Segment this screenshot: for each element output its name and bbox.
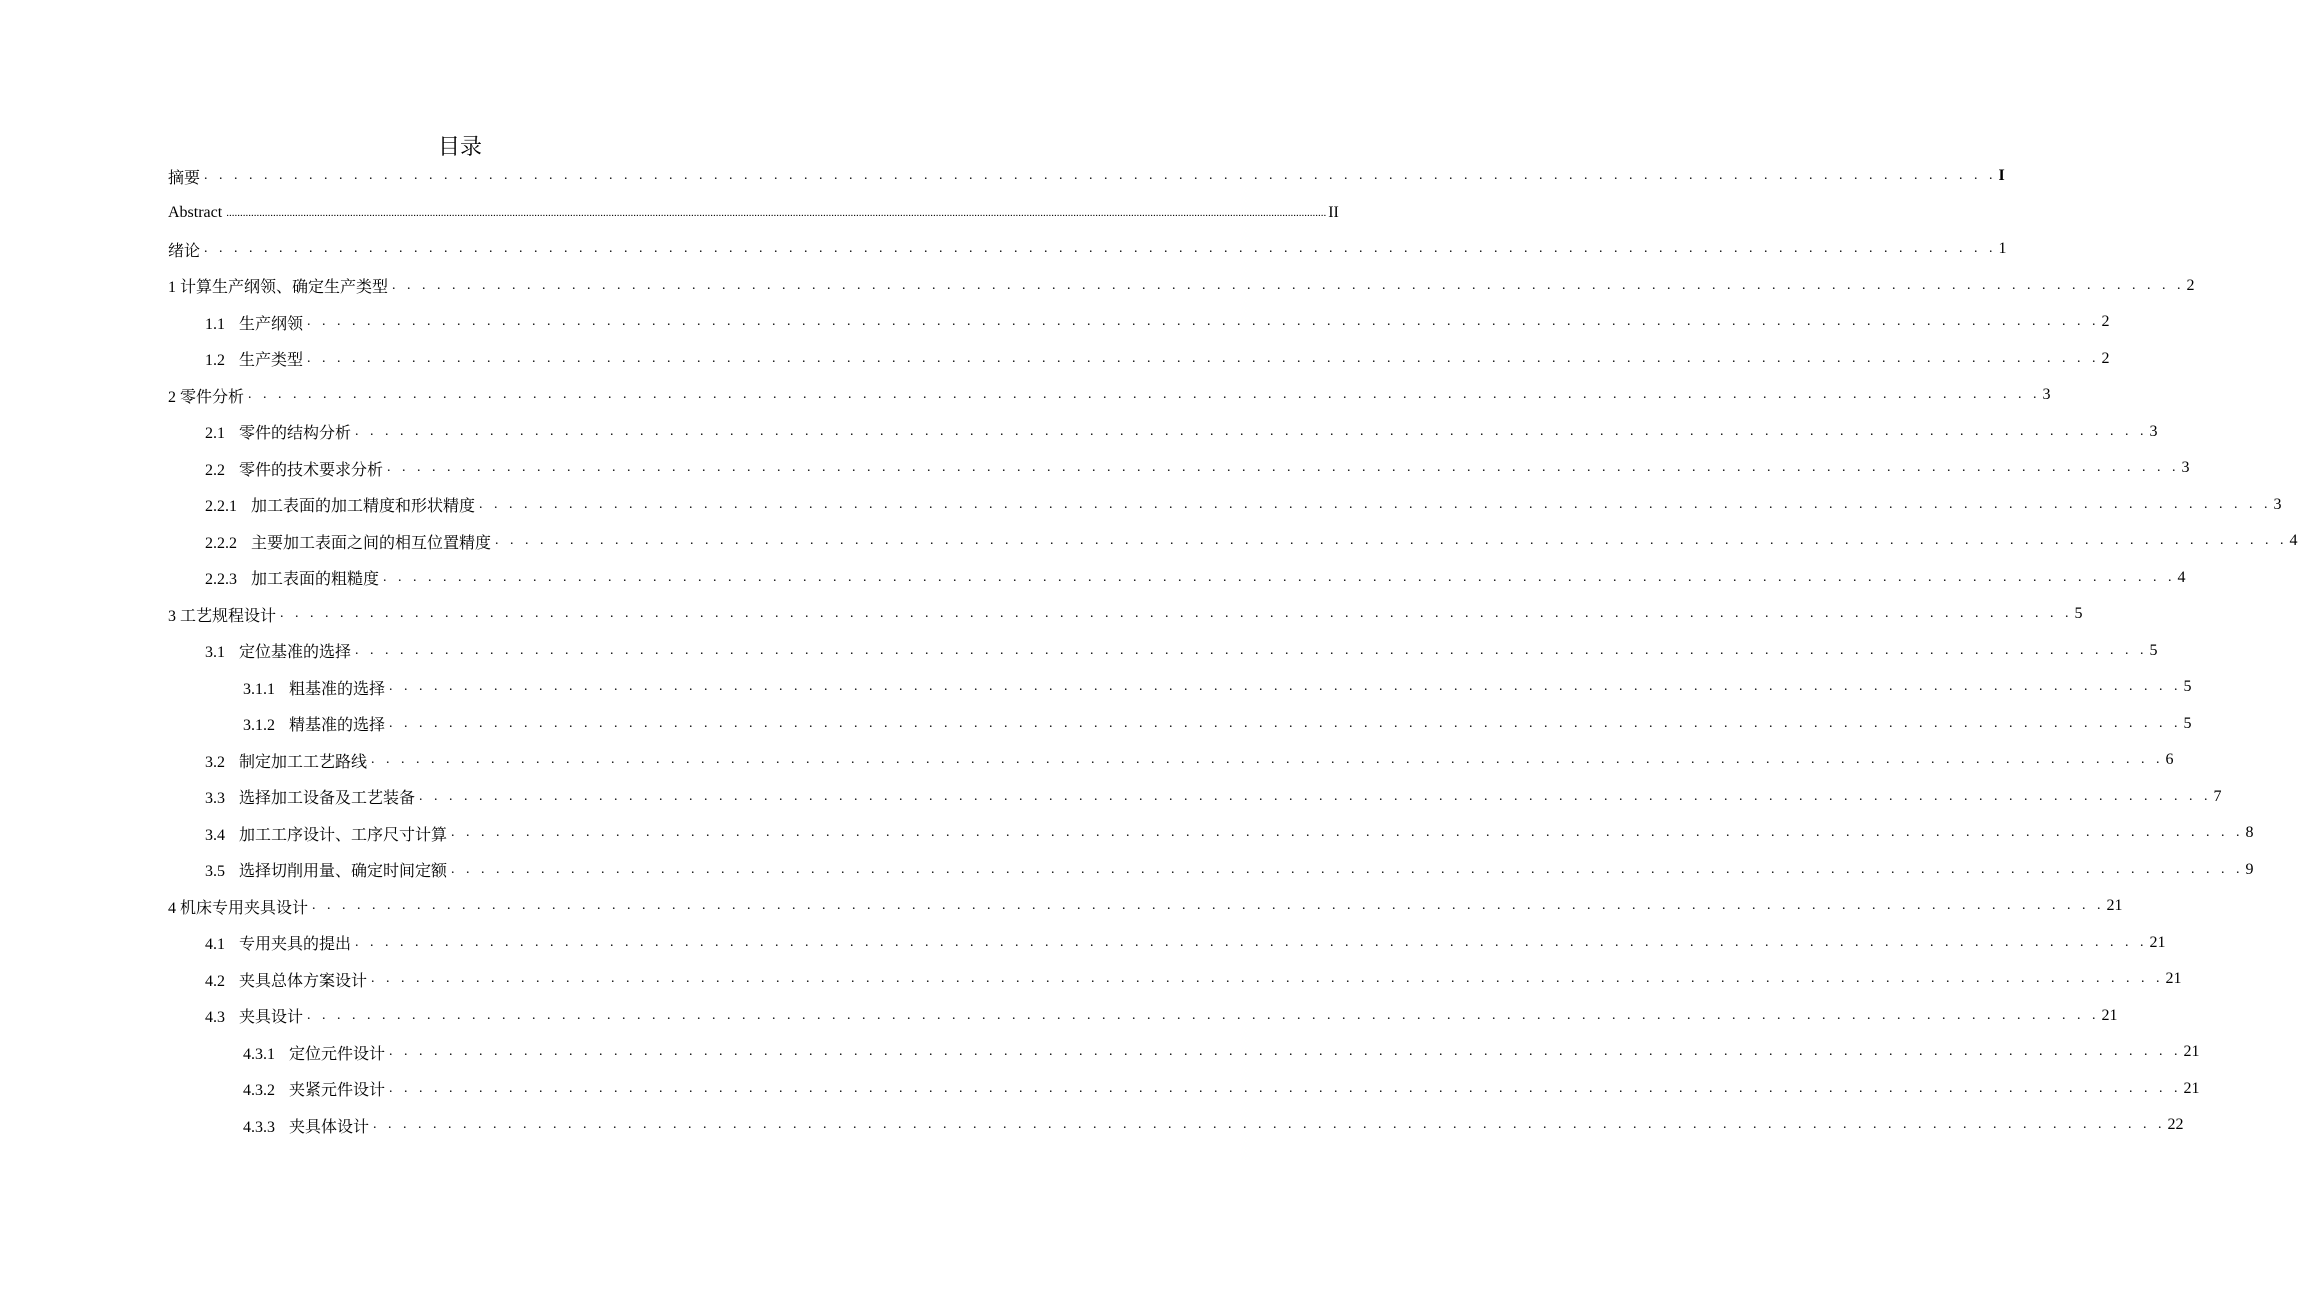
toc-entry-text: 机床专用夹具设计 — [180, 899, 309, 917]
toc-entry-text: 零件的技术要求分析 — [239, 461, 384, 479]
toc-entry-label — [205, 530, 491, 553]
toc-entry-text: 加工表面的粗糙度 — [251, 571, 380, 588]
toc-dot-leader: . . . . . . . . . . . . . . . . . . . . . . . . . . . . . . . . . . . . . . . . . . . . . . . . . . . . . . . . . . . . . . . . . . . . . . . . . . . . . . . . . . . . . . . . . . . . . . . . . . . . . . . . . . . . . . . . . . . . . . . . — [389, 1080, 2182, 1096]
toc-entry-text: 零件的结构分析 — [239, 425, 352, 442]
toc-entry-text: 夹具体设计 — [289, 1118, 370, 1136]
toc-entry-page: 5 — [2149, 641, 2158, 659]
toc-entry-text: Abstract — [168, 203, 223, 221]
toc-entry-label — [168, 384, 244, 407]
toc-entry-page: II — [1328, 203, 1339, 221]
toc-entry-label — [205, 858, 447, 881]
toc-entry-number: 3.3 — [205, 790, 225, 807]
toc-entry[interactable] — [168, 596, 2083, 632]
toc-entry-number: 2.2.2 — [205, 534, 237, 552]
toc-entry-label — [205, 639, 351, 662]
toc-entry[interactable] — [205, 341, 2110, 377]
toc-dot-leader: . . . . . . . . . . . . . . . . . . . . . . . . . . . . . . . . . . . . . . . . . . . . . . . . . . . . . . . . . . . . . . . . . . . . . . . . . . . . . . . . . . . . . . . . . . . . . . . . . . . . . . . . . . . . . . . . . . . . . . . . — [204, 241, 1997, 256]
toc-entry[interactable] — [205, 852, 2254, 888]
toc-entry-page: 2 — [2186, 276, 2195, 294]
toc-entry[interactable] — [243, 669, 2192, 705]
toc-entry-label — [205, 785, 415, 808]
toc-entry-text: 夹具设计 — [239, 1009, 304, 1026]
toc-dot-leader: . . . . . . . . . . . . . . . . . . . . . . . . . . . . . . . . . . . . . . . . . . . . . . . . . . . . . . . . . . . . . . . . . . . . . . . . . . . . . . . . . . . . . . . . . . . . . . . . . . . . . . . . . . . . . . . . . . . . . . . . — [479, 496, 2272, 512]
toc-entry-number: 3.1.1 — [243, 680, 275, 698]
toc-entry-text: 零件分析 — [180, 388, 245, 406]
toc-entry[interactable] — [168, 195, 1339, 231]
toc-entry[interactable] — [168, 268, 2195, 304]
toc-entry[interactable] — [243, 706, 2192, 742]
toc-dot-leader: . . . . . . . . . . . . . . . . . . . . . . . . . . . . . . . . . . . . . . . . . . . . . . . . . . . . . . . . . . . . . . . . . . . . . . . . . . . . . . . . . . . . . . . . . . . . . . . . . . . . . . . . . . . . . . . . . . . . . . . . — [371, 752, 2164, 767]
toc-entry-text: 生产类型 — [239, 352, 304, 369]
toc-entry[interactable] — [205, 487, 2282, 523]
toc-entry[interactable] — [205, 560, 2186, 596]
toc-entry-label — [205, 1004, 303, 1027]
toc-entry-number: 1 — [168, 279, 176, 296]
toc-dot-leader: . . . . . . . . . . . . . . . . . . . . . . . . . . . . . . . . . . . . . . . . . . . . . . . . . . . . . . . . . . . . . . . . . . . . . . . . . . . . . . . . . . . . . . . . . . . . . . . . . . . . . . . . . . . . . . . . . . . . . . . . — [307, 314, 2100, 329]
toc-entry-label — [168, 238, 200, 261]
toc-entry[interactable] — [205, 414, 2158, 450]
toc-entry-text: 计算生产纲领、确定生产类型 — [180, 279, 389, 296]
toc-entry-number: 2.2 — [205, 461, 225, 479]
toc-entry-text: 加工表面的加工精度和形状精度 — [251, 498, 476, 515]
toc-dot-leader: . . . . . . . . . . . . . . . . . . . . . . . . . . . . . . . . . . . . . . . . . . . . . . . . . . . . . . . . . . . . . . . . . . . . . . . . . . . . . . . . . . . . . . . . . . . . . . . . . . . . . . . . . . . . . . . . . . . . . . . . — [355, 934, 2148, 950]
toc-dot-leader: . . . . . . . . . . . . . . . . . . . . . . . . . . . . . . . . . . . . . . . . . . . . . . . . . . . . . . . . . . . . . . . . . . . . . . . . . . . . . . . . . . . . . . . . . . . . . . . . . . . . . . . . . . . . . . . . . . . . . . . . — [355, 423, 2148, 439]
toc-entry-label — [205, 347, 303, 370]
toc-entry-text: 选择切削用量、确定时间定额 — [239, 863, 448, 880]
toc-entry-text: 定位元件设计 — [289, 1045, 386, 1063]
toc-entry-page: 8 — [2245, 824, 2254, 841]
toc-entry-page: 3 — [2181, 459, 2190, 476]
toc-entry-label — [205, 931, 351, 954]
toc-entry-number: 3 — [168, 607, 176, 625]
toc-entry-text: 制定加工工艺路线 — [239, 753, 368, 771]
toc-dot-leader: . . . . . . . . . . . . . . . . . . . . . . . . . . . . . . . . . . . . . . . . . . . . . . . . . . . . . . . . . . . . . . . . . . . . . . . . . . . . . . . . . . . . . . . . . . . . . . . . . . . . . . . . . . . . . . . . . . . . . . . . — [419, 788, 2212, 804]
toc-entry[interactable] — [168, 888, 2123, 924]
toc-entry-text: 夹紧元件设计 — [289, 1082, 386, 1099]
toc-dot-leader: . . . . . . . . . . . . . . . . . . . . . . . . . . . . . . . . . . . . . . . . . . . . . . . . . . . . . . . . . . . . . . . . . . . . . . . . . . . . . . . . . . . . . . . . . . . . . . . . . . . . . . . . . . . . . . . . . . . . . . . . — [451, 825, 2244, 840]
toc-entry-page: 21 — [2149, 933, 2166, 951]
toc-entry-number: 2.2.1 — [205, 498, 237, 515]
toc-entry[interactable] — [205, 523, 2298, 559]
toc-entry-label — [205, 420, 351, 443]
toc-entry-number: 4.3.2 — [243, 1082, 275, 1099]
toc-entry-label — [168, 895, 308, 918]
toc-entry-page: 21 — [2183, 1079, 2200, 1097]
toc-entry-page: 6 — [2165, 751, 2174, 768]
toc-entry-number: 4.1 — [205, 936, 225, 953]
toc-entry-page: 21 — [2183, 1043, 2200, 1060]
toc-entry[interactable] — [205, 779, 2222, 815]
toc-dot-leader: . . . . . . . . . . . . . . . . . . . . . . . . . . . . . . . . . . . . . . . . . . . . . . . . . . . . . . . . . . . . . . . . . . . . . . . . . . . . . . . . . . . . . . . . . . . . . . . . . . . . . . . . . . . . . . . . . . . . . . . . — [280, 606, 2073, 621]
toc-entry-number: 4.2 — [205, 972, 225, 990]
toc-dot-leader: . . . . . . . . . . . . . . . . . . . . . . . . . . . . . . . . . . . . . . . . . . . . . . . . . . . . . . . . . . . . . . . . . . . . . . . . . . . . . . . . . . . . . . . . . . . . . . . . . . . . . . . . . . . . . . . . . . . . . . . . — [387, 460, 2180, 475]
toc-dot-leader: ................................................................................................................................................................................................................................................................................................................................................................................................................ — [226, 206, 1327, 219]
toc-entry-label — [205, 749, 367, 772]
toc-entry-label — [205, 311, 303, 334]
toc-entry[interactable] — [168, 231, 2007, 267]
toc-entry[interactable] — [205, 742, 2174, 778]
toc-entry-label — [205, 822, 447, 845]
toc-entry-number: 4.3.1 — [243, 1045, 275, 1063]
toc-entry-number: 3.5 — [205, 863, 225, 880]
toc-entry-text: 绪论 — [168, 242, 201, 260]
toc-entry[interactable] — [205, 633, 2158, 669]
toc-entry-text: 精基准的选择 — [289, 717, 386, 734]
toc-entry-label — [168, 274, 388, 297]
toc-entry-label — [205, 566, 379, 589]
toc-entry[interactable] — [243, 1107, 2184, 1143]
toc-entry-text: 摘要 — [168, 169, 201, 187]
toc-entry-text: 夹具总体方案设计 — [239, 972, 368, 990]
toc-entry-page: 4 — [2289, 532, 2298, 549]
toc-entry[interactable] — [205, 925, 2166, 961]
toc-entry-label — [205, 968, 367, 991]
toc-dot-leader: . . . . . . . . . . . . . . . . . . . . . . . . . . . . . . . . . . . . . . . . . . . . . . . . . . . . . . . . . . . . . . . . . . . . . . . . . . . . . . . . . . . . . . . . . . . . . . . . . . . . . . . . . . . . . . . . . . . . . . . . — [312, 898, 2105, 913]
toc-entry-number: 4.3 — [205, 1009, 225, 1026]
toc-entry-page: 2 — [2101, 349, 2110, 367]
toc-entry-text: 粗基准的选择 — [289, 680, 386, 698]
toc-entry[interactable] — [205, 998, 2118, 1034]
toc-entry-number: 2.2.3 — [205, 571, 237, 588]
toc-entry-page: 21 — [2106, 897, 2123, 914]
toc-dot-leader: . . . . . . . . . . . . . . . . . . . . . . . . . . . . . . . . . . . . . . . . . . . . . . . . . . . . . . . . . . . . . . . . . . . . . . . . . . . . . . . . . . . . . . . . . . . . . . . . . . . . . . . . . . . . . . . . . . . . . . . . — [248, 387, 2041, 402]
toc-entry[interactable] — [243, 1071, 2200, 1107]
toc-entry-text: 生产纲领 — [239, 315, 304, 333]
toc-entry-page: 5 — [2183, 714, 2192, 732]
toc-dot-leader: . . . . . . . . . . . . . . . . . . . . . . . . . . . . . . . . . . . . . . . . . . . . . . . . . . . . . . . . . . . . . . . . . . . . . . . . . . . . . . . . . . . . . . . . . . . . . . . . . . . . . . . . . . . . . . . . . . . . . . . . — [451, 861, 2244, 877]
toc-entry[interactable] — [243, 1034, 2200, 1070]
toc-dot-leader: . . . . . . . . . . . . . . . . . . . . . . . . . . . . . . . . . . . . . . . . . . . . . . . . . . . . . . . . . . . . . . . . . . . . . . . . . . . . . . . . . . . . . . . . . . . . . . . . . . . . . . . . . . . . . . . . . . . . . . . . — [392, 277, 2185, 293]
toc-dot-leader: . . . . . . . . . . . . . . . . . . . . . . . . . . . . . . . . . . . . . . . . . . . . . . . . . . . . . . . . . . . . . . . . . . . . . . . . . . . . . . . . . . . . . . . . . . . . . . . . . . . . . . . . . . . . . . . . . . . . . . . . — [355, 642, 2148, 658]
toc-dot-leader: . . . . . . . . . . . . . . . . . . . . . . . . . . . . . . . . . . . . . . . . . . . . . . . . . . . . . . . . . . . . . . . . . . . . . . . . . . . . . . . . . . . . . . . . . . . . . . . . . . . . . . . . . . . . . . . . . . . . . . . . — [389, 715, 2182, 731]
toc-entry-label — [205, 493, 475, 516]
toc-entry-page: 3 — [2149, 422, 2158, 440]
toc-entry-page: 5 — [2074, 605, 2083, 622]
toc-entry-page: 3 — [2042, 386, 2051, 403]
toc-entry-page: 2 — [2101, 313, 2110, 330]
toc-entry-number: 1.2 — [205, 352, 225, 369]
toc-entry-number: 4 — [168, 899, 176, 917]
toc-entry-page: 4 — [2177, 568, 2186, 586]
toc-entry-text: 定位基准的选择 — [239, 644, 352, 661]
toc-entry-number: 3.2 — [205, 753, 225, 771]
toc-entry-label — [243, 1077, 385, 1100]
toc-entry-text: 工艺规程设计 — [180, 607, 277, 625]
toc-entry[interactable] — [205, 815, 2254, 851]
toc-dot-leader: . . . . . . . . . . . . . . . . . . . . . . . . . . . . . . . . . . . . . . . . . . . . . . . . . . . . . . . . . . . . . . . . . . . . . . . . . . . . . . . . . . . . . . . . . . . . . . . . . . . . . . . . . . . . . . . . . . . . . . . . — [389, 1044, 2182, 1059]
toc-dot-leader: . . . . . . . . . . . . . . . . . . . . . . . . . . . . . . . . . . . . . . . . . . . . . . . . . . . . . . . . . . . . . . . . . . . . . . . . . . . . . . . . . . . . . . . . . . . . . . . . . . . . . . . . . . . . . . . . . . . . . . . . — [389, 679, 2182, 694]
toc-entry-page: 3 — [2273, 495, 2282, 513]
toc-entry-label — [243, 1114, 369, 1137]
toc-entry-number: 4.3.3 — [243, 1118, 275, 1136]
toc-entry-page: 7 — [2213, 787, 2222, 805]
toc-entry-text: 选择加工设备及工艺装备 — [239, 790, 416, 807]
toc-dot-leader: . . . . . . . . . . . . . . . . . . . . . . . . . . . . . . . . . . . . . . . . . . . . . . . . . . . . . . . . . . . . . . . . . . . . . . . . . . . . . . . . . . . . . . . . . . . . . . . . . . . . . . . . . . . . . . . . . . . . . . . . — [373, 1117, 2166, 1132]
toc-entry-page: 1 — [1998, 240, 2007, 257]
toc-dot-leader: . . . . . . . . . . . . . . . . . . . . . . . . . . . . . . . . . . . . . . . . . . . . . . . . . . . . . . . . . . . . . . . . . . . . . . . . . . . . . . . . . . . . . . . . . . . . . . . . . . . . . . . . . . . . . . . . . . . . . . . . — [307, 350, 2100, 366]
toc-entry-label — [243, 676, 385, 699]
toc-entry-label — [205, 457, 383, 480]
toc-entry-label — [168, 603, 276, 626]
toc-title: 目录 — [437, 134, 482, 159]
toc-entry-page: 22 — [2167, 1116, 2184, 1133]
toc-entry-page: 21 — [2165, 970, 2182, 987]
toc-entry-page: 21 — [2101, 1006, 2118, 1024]
toc-entry[interactable] — [205, 450, 2190, 486]
toc-entry[interactable] — [168, 158, 2005, 194]
toc-entry-text: 加工工序设计、工序尺寸计算 — [239, 826, 448, 844]
toc-dot-leader: . . . . . . . . . . . . . . . . . . . . . . . . . . . . . . . . . . . . . . . . . . . . . . . . . . . . . . . . . . . . . . . . . . . . . . . . . . . . . . . . . . . . . . . . . . . . . . . . . . . . . . . . . . . . . . . . . . . . . . . . — [371, 971, 2164, 986]
toc-entry-page: 9 — [2245, 860, 2254, 878]
toc-entry-number: 2 — [168, 388, 176, 406]
toc-entry-label — [243, 1041, 385, 1064]
toc-entry-page: 5 — [2183, 678, 2192, 695]
toc-entry-text: 专用夹具的提出 — [239, 936, 352, 953]
toc-entry[interactable] — [205, 961, 2182, 997]
toc-dot-leader: . . . . . . . . . . . . . . . . . . . . . . . . . . . . . . . . . . . . . . . . . . . . . . . . . . . . . . . . . . . . . . . . . . . . . . . . . . . . . . . . . . . . . . . . . . . . . . . . . . . . . . . . . . . . . . . . . . . . . . . . — [204, 168, 1997, 183]
toc-entry-label — [168, 165, 200, 188]
toc-entry[interactable] — [168, 377, 2051, 413]
toc-dot-leader: . . . . . . . . . . . . . . . . . . . . . . . . . . . . . . . . . . . . . . . . . . . . . . . . . . . . . . . . . . . . . . . . . . . . . . . . . . . . . . . . . . . . . . . . . . . . . . . . . . . . . . . . . . . . . . . . . . . . . . . . — [307, 1007, 2100, 1023]
toc-entry-text: 主要加工表面之间的相互位置精度 — [251, 534, 492, 552]
toc-entry-label — [243, 712, 385, 735]
toc-dot-leader: . . . . . . . . . . . . . . . . . . . . . . . . . . . . . . . . . . . . . . . . . . . . . . . . . . . . . . . . . . . . . . . . . . . . . . . . . . . . . . . . . . . . . . . . . . . . . . . . . . . . . . . . . . . . . . . . . . . . . . . . — [383, 569, 2176, 585]
toc-entry-page: I — [1998, 167, 2005, 184]
toc-dot-leader: . . . . . . . . . . . . . . . . . . . . . . . . . . . . . . . . . . . . . . . . . . . . . . . . . . . . . . . . . . . . . . . . . . . . . . . . . . . . . . . . . . . . . . . . . . . . . . . . . . . . . . . . . . . . . . . . . . . . . . . . — [495, 533, 2288, 548]
toc-entry-label — [168, 204, 222, 222]
toc-entry-number: 3.1 — [205, 644, 225, 661]
toc-entry[interactable] — [205, 304, 2110, 340]
toc-entry-number: 2.1 — [205, 425, 225, 442]
toc-entry-number: 3.1.2 — [243, 717, 275, 734]
toc-entry-number: 3.4 — [205, 826, 225, 844]
toc-entry-number: 1.1 — [205, 315, 225, 333]
